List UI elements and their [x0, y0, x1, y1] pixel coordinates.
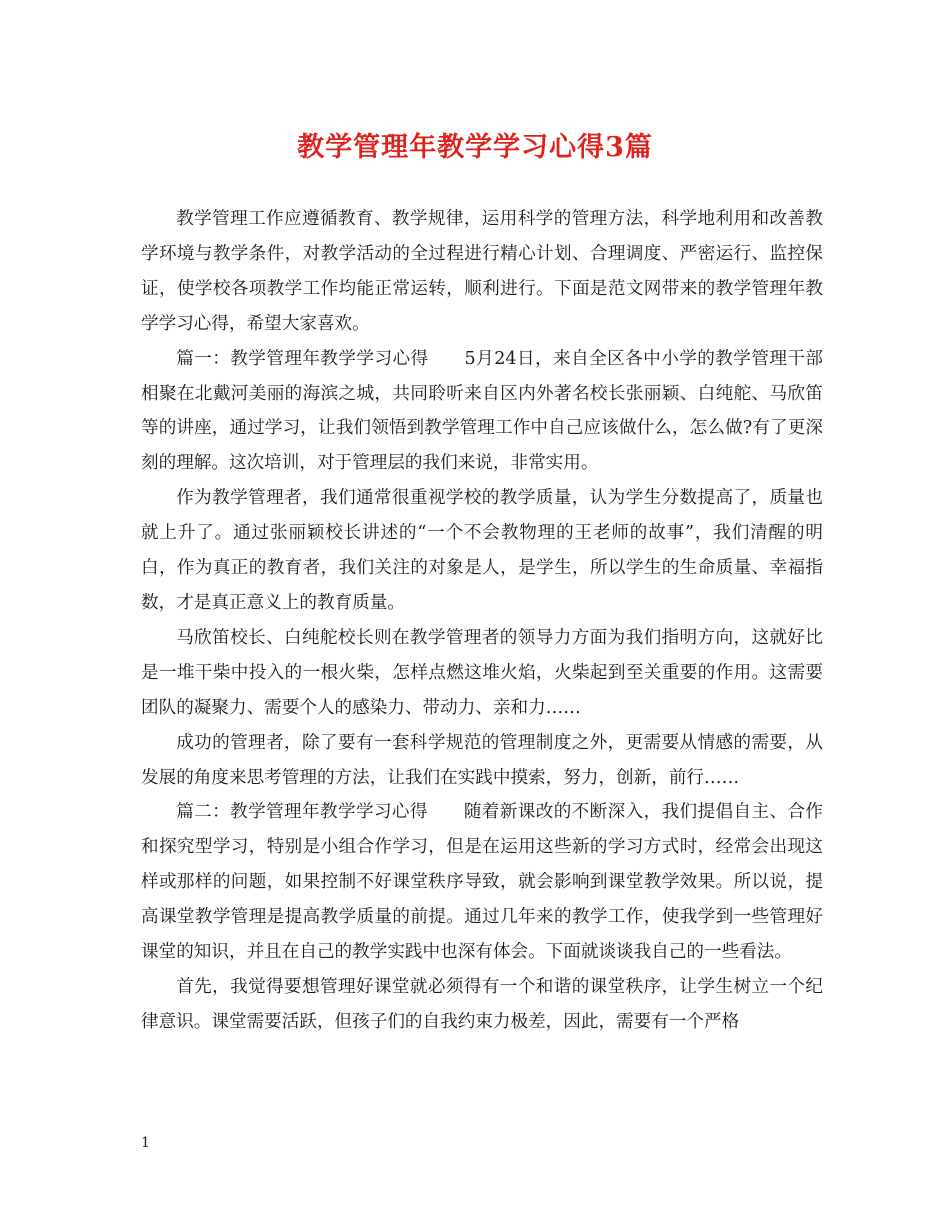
paragraph: 首先，我觉得要想管理好课堂就必须得有一个和谐的课堂秩序，让学生树立一个纪律意识。课堂需要活跃，但孩子们的自我约束力极差，因此，需要有一个严格	[141, 976, 823, 1032]
paragraph: 作为教学管理者，我们通常很重视学校的教学质量，认为学生分数提高了，质量也就上升了。通过张丽颖校长讲述的“一个不会教物理的王老师的故事”，我们清醒的明白，作为真正的教育者，我们关注的对象是人，是学生，所以学生的生命质量、幸福指数，才是真正意义上的教育质量。	[141, 488, 823, 613]
paragraph-intro: 教学管理工作应遵循教育、教学规律，运用科学的管理方法，科学地利用和改善教学环境与教学条件，对教学活动的全过程进行精心计划、合理调度、严密运行、监控保证，使学校各项教学工作均能正常运转，顺利进行。下面是范文网带来的教学管理年教学学习心得，希望大家喜欢。	[141, 209, 823, 334]
document-body	[141, 202, 823, 1040]
paragraph: 马欣笛校长、白纯舵校长则在教学管理者的领导力方面为我们指明方向，这就好比是一堆干柴中投入的一根火柴，怎样点燃这堆火焰，火柴起到至关重要的作用。这需要团队的凝聚力、需要个人的感染力、带动力、亲和力……	[141, 627, 823, 718]
page-number: 1	[141, 1135, 150, 1151]
paragraph: 成功的管理者，除了要有一套科学规范的管理制度之外，更需要从情感的需要，从发展的角度来思考管理的方法，让我们在实践中摸索，努力，创新，前行……	[141, 732, 823, 788]
paragraph-part-two: 篇二：教学管理年教学学习心得 随着新课改的不断深入，我们提倡自主、合作和探究型学习，特别是小组合作学习，但是在运用这些新的学习方式时，经常会出现这样或那样的问题，如果控制不好课堂秩序导致，就会影响到课堂教学效果。所以说，提高课堂教学管理是提高教学质量的前提。通过几年来的教学工作，使我学到一些管理好课堂的知识，并且在自己的教学实践中也深有体会。下面就谈谈我自己的一些看法。	[141, 802, 823, 963]
document-title: 教学管理年教学学习心得3篇	[297, 132, 653, 163]
paragraph-part-one: 篇一：教学管理年教学学习心得 5月24日，来自全区各中小学的教学管理干部相聚在北戴河美丽的海滨之城，共同聆听来自区内外著名校长张丽颖、白纯舵、马欣笛等的讲座，通过学习，让我们领悟到教学管理工作中自己应该做什么，怎么做?有了更深刻的理解。这次培训，对于管理层的我们来说，非常实用。	[141, 348, 823, 474]
